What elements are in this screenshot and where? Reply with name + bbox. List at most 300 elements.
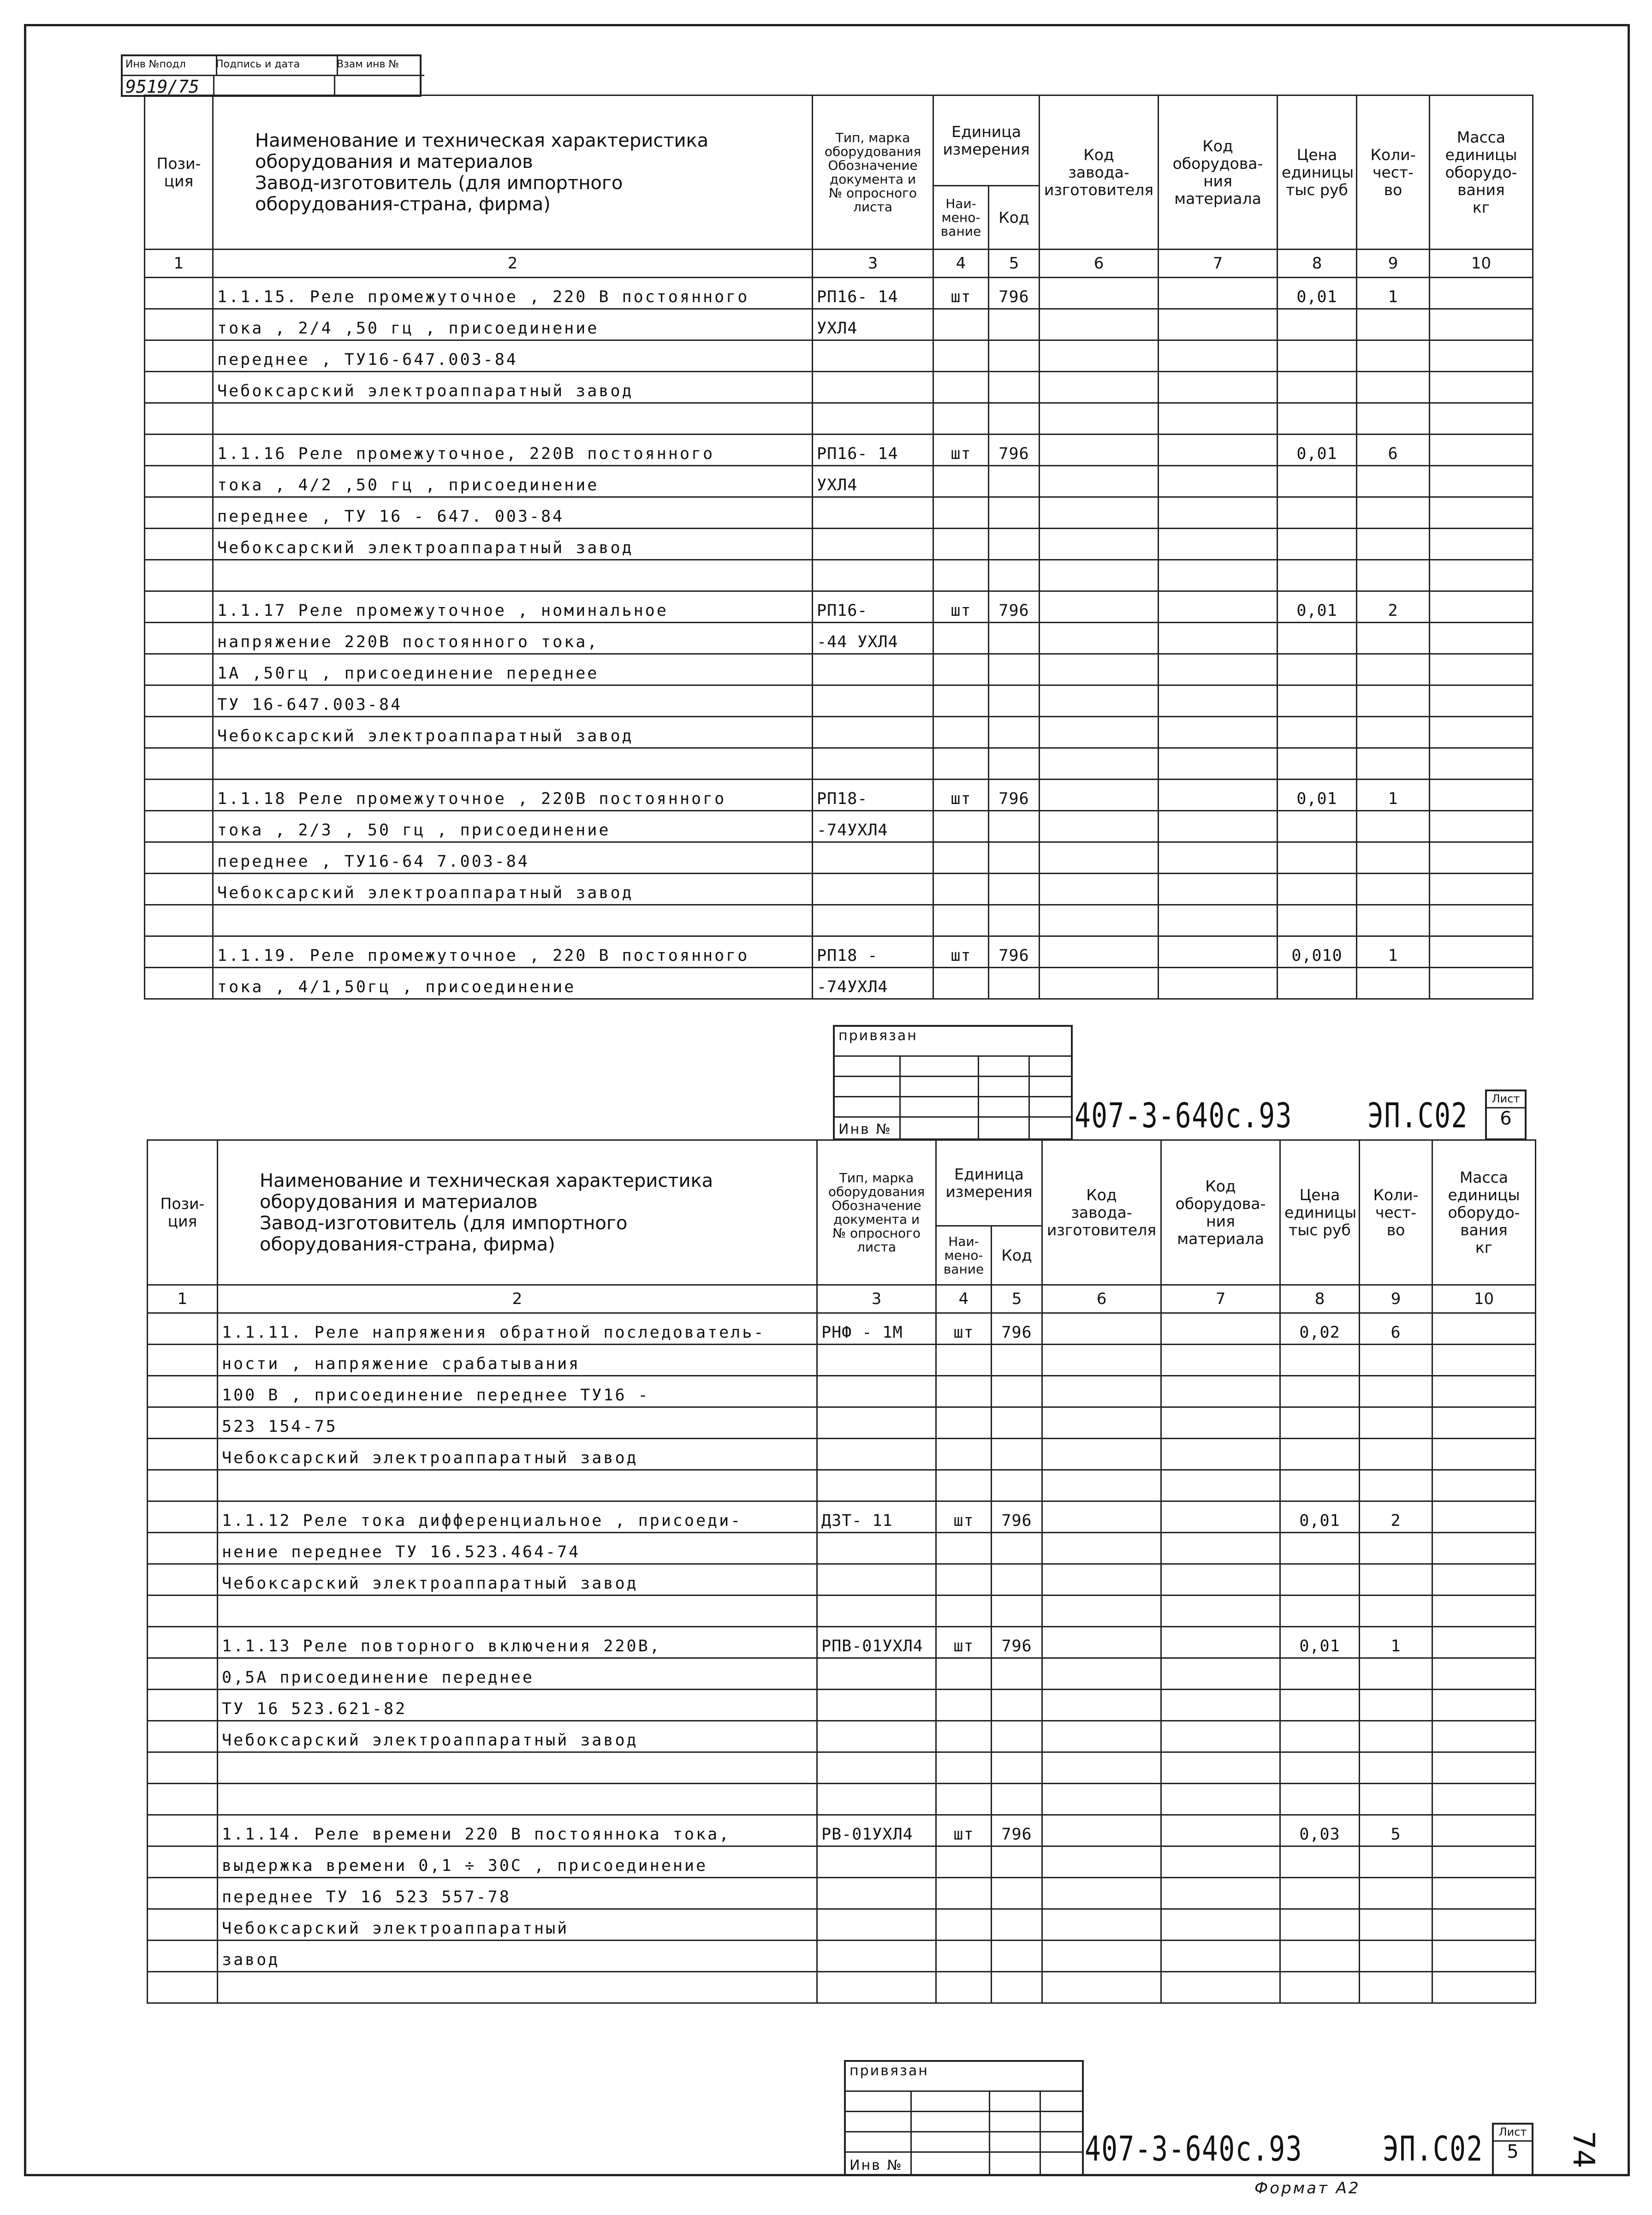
cell-unit (936, 1690, 992, 1721)
sheet-label: Лист (1494, 2125, 1532, 2142)
cell-qty (1357, 717, 1430, 748)
cell-qty (1360, 1376, 1432, 1407)
table-row (148, 1596, 1536, 1627)
cell-mass (1430, 435, 1533, 466)
cell-qty (1357, 403, 1430, 435)
cell-pos (145, 654, 213, 685)
cell-pos (145, 466, 213, 497)
cell-code (989, 874, 1040, 905)
cell-mass (1430, 309, 1533, 340)
cell-plant-code (1042, 1752, 1161, 1784)
table-row (145, 435, 1533, 466)
cell-plant-code (1040, 560, 1159, 591)
cell-code (989, 372, 1040, 403)
cell-price (1278, 529, 1357, 560)
cell-code (992, 1596, 1042, 1627)
cell-plant-code (1040, 529, 1159, 560)
col-num: 10 (1430, 250, 1533, 278)
cell-price (1280, 1846, 1360, 1878)
cell-mass (1430, 372, 1533, 403)
table-row (145, 874, 1533, 905)
cell-type (813, 372, 933, 403)
hdr-plant-code: Код завода- изготовителя (1040, 95, 1159, 250)
cell-name: Чебоксарский электроаппаратный завод (218, 1564, 817, 1596)
cell-name: 1.1.13 Реле повторного включения 220В, (218, 1627, 817, 1658)
cell-unit: шт (933, 936, 989, 968)
cell-qty (1357, 529, 1430, 560)
cell-type (817, 1721, 936, 1752)
cell-unit (933, 685, 989, 717)
cell-equip-code (1159, 936, 1278, 968)
cell-code (989, 748, 1040, 780)
cell-equip-code (1159, 654, 1278, 685)
hdr-qty: Коли- чест- во (1360, 1140, 1432, 1285)
table-row (148, 1313, 1536, 1345)
table-row (145, 497, 1533, 529)
sheet-number-box (1492, 2123, 1533, 2176)
cell-code: 796 (992, 1627, 1042, 1658)
hdr-equip-code: Код оборудова- ния материала (1161, 1140, 1280, 1285)
sheet-code: ЭП.С02 (1383, 2129, 1483, 2169)
cell-type: ДЗТ- 11 (817, 1501, 936, 1533)
cell-unit (936, 1658, 992, 1690)
cell-plant-code (1040, 309, 1159, 340)
cell-qty (1360, 1470, 1432, 1501)
cell-unit: шт (936, 1313, 992, 1345)
cell-code (989, 403, 1040, 435)
cell-pos (148, 1658, 218, 1690)
cell-name: 1.1.15. Реле промежуточное , 220 В постоянного (213, 278, 813, 309)
hdr-type: Тип, марка оборудования Обозначение документа и № опросного листа (817, 1140, 936, 1285)
cell-plant-code (1040, 623, 1159, 654)
cell-code (989, 529, 1040, 560)
cell-qty (1357, 874, 1430, 905)
col-num: 2 (218, 1285, 817, 1313)
cell-code (989, 905, 1040, 936)
cell-qty (1357, 685, 1430, 717)
cell-code (992, 1909, 1042, 1941)
cell-plant-code (1042, 1470, 1161, 1501)
cell-unit (936, 1533, 992, 1564)
cell-code (992, 1533, 1042, 1564)
cell-code (989, 685, 1040, 717)
cell-equip-code (1159, 435, 1278, 466)
cell-type (817, 1345, 936, 1376)
cell-unit (933, 560, 989, 591)
cell-mass (1430, 685, 1533, 717)
cell-equip-code (1161, 1564, 1280, 1596)
cell-price (1280, 1690, 1360, 1721)
cell-price (1280, 1878, 1360, 1909)
cell-price (1280, 1784, 1360, 1815)
table-row (148, 1407, 1536, 1439)
cell-code (989, 309, 1040, 340)
cell-type (813, 403, 933, 435)
cell-qty: 1 (1360, 1627, 1432, 1658)
cell-qty (1360, 1407, 1432, 1439)
cell-price (1278, 403, 1357, 435)
cell-code: 796 (989, 435, 1040, 466)
cell-type (817, 1784, 936, 1815)
cell-name (218, 1596, 817, 1627)
cell-unit (936, 1376, 992, 1407)
cell-code (992, 1690, 1042, 1721)
col-num: 5 (992, 1285, 1042, 1313)
cell-mass (1432, 1846, 1536, 1878)
cell-pos (145, 529, 213, 560)
cell-unit (936, 1941, 992, 1972)
cell-code (989, 560, 1040, 591)
cell-pos (145, 874, 213, 905)
cell-equip-code (1161, 1407, 1280, 1439)
cell-qty: 1 (1357, 936, 1430, 968)
cell-pos (148, 1972, 218, 2003)
cell-equip-code (1159, 623, 1278, 654)
cell-type (813, 497, 933, 529)
cell-code (989, 654, 1040, 685)
sheet-number: 5 (1507, 2141, 1519, 2162)
cell-plant-code (1042, 1313, 1161, 1345)
cell-type: РП16- (813, 591, 933, 623)
hdr-unit: Единица измерения (933, 95, 1040, 186)
cell-name (213, 560, 813, 591)
cell-equip-code (1161, 1941, 1280, 1972)
cell-code (992, 1846, 1042, 1878)
cell-name: 1.1.19. Реле промежуточное , 220 В постоянного (213, 936, 813, 968)
cell-name: Чебоксарский электроаппаратный завод (213, 717, 813, 748)
cell-type (813, 685, 933, 717)
page-number: 74 (1566, 2131, 1600, 2168)
hdr-unit-name: Наи- мено- вание (936, 1226, 992, 1285)
upper-bound-box (833, 1025, 1073, 1140)
cell-unit (936, 1878, 992, 1909)
cell-mass (1432, 1470, 1536, 1501)
table-row (145, 936, 1533, 968)
cell-type (813, 748, 933, 780)
cell-mass (1430, 497, 1533, 529)
cell-equip-code (1161, 1627, 1280, 1658)
cell-unit (933, 529, 989, 560)
cell-unit (933, 717, 989, 748)
cell-equip-code (1161, 1784, 1280, 1815)
cell-mass (1432, 1501, 1536, 1533)
cell-pos (148, 1564, 218, 1596)
cell-unit: шт (936, 1501, 992, 1533)
cell-type (817, 1533, 936, 1564)
cell-plant-code (1042, 1564, 1161, 1596)
cell-type (813, 717, 933, 748)
cell-unit (936, 1972, 992, 2003)
cell-plant-code (1040, 654, 1159, 685)
col-num: 8 (1278, 250, 1357, 278)
cell-code (989, 717, 1040, 748)
cell-price (1280, 1752, 1360, 1784)
cell-name: 1.1.18 Реле промежуточное , 220В постоянного (213, 780, 813, 811)
cell-plant-code (1040, 497, 1159, 529)
cell-equip-code (1161, 1596, 1280, 1627)
cell-mass (1432, 1909, 1536, 1941)
col-num: 4 (936, 1285, 992, 1313)
cell-code (989, 811, 1040, 842)
table-row (145, 591, 1533, 623)
cell-equip-code (1161, 1846, 1280, 1878)
cell-mass (1430, 717, 1533, 748)
cell-mass (1432, 1439, 1536, 1470)
cell-qty (1360, 1784, 1432, 1815)
cell-price (1278, 654, 1357, 685)
cell-unit (936, 1439, 992, 1470)
cell-equip-code (1161, 1345, 1280, 1376)
doc-code: 407-3-640с.93 (1075, 1096, 1293, 1136)
table-row (145, 748, 1533, 780)
cell-plant-code (1040, 905, 1159, 936)
cell-unit (936, 1596, 992, 1627)
cell-pos (145, 936, 213, 968)
hdr-type: Тип, марка оборудования Обозначение документа и № опросного листа (813, 95, 933, 250)
cell-price (1278, 466, 1357, 497)
cell-type (817, 1596, 936, 1627)
cell-pos (148, 1407, 218, 1439)
cell-mass (1432, 1596, 1536, 1627)
format-label: Формат А2 (1254, 2179, 1361, 2197)
cell-mass (1430, 340, 1533, 372)
cell-equip-code (1159, 497, 1278, 529)
cell-qty (1357, 309, 1430, 340)
cell-code (989, 340, 1040, 372)
cell-qty (1357, 842, 1430, 874)
cell-equip-code (1159, 748, 1278, 780)
cell-name: тока , 4/2 ,50 гц , присоединение (213, 466, 813, 497)
cell-unit: шт (936, 1815, 992, 1846)
cell-pos (148, 1846, 218, 1878)
cell-mass (1430, 936, 1533, 968)
cell-pos (148, 1596, 218, 1627)
hdr-qty: Коли- чест- во (1357, 95, 1430, 250)
cell-type (817, 1941, 936, 1972)
cell-name: Чебоксарский электроаппаратный (218, 1909, 817, 1941)
cell-type (817, 1752, 936, 1784)
cell-equip-code (1161, 1439, 1280, 1470)
cell-plant-code (1040, 811, 1159, 842)
cell-type (813, 874, 933, 905)
cell-mass (1432, 1941, 1536, 1972)
cell-equip-code (1161, 1752, 1280, 1784)
hdr-unit: Единица измерения (936, 1140, 1042, 1226)
cell-code: 796 (989, 936, 1040, 968)
cell-price (1280, 1376, 1360, 1407)
cell-code (989, 968, 1040, 999)
sign-label: Подпись и дата (213, 56, 338, 76)
cell-pos (145, 340, 213, 372)
table-row (148, 1972, 1536, 2003)
cell-equip-code (1159, 403, 1278, 435)
cell-name: 1А ,50гц , присоединение переднее (213, 654, 813, 685)
cell-pos (145, 842, 213, 874)
table-row (145, 968, 1533, 999)
cell-pos (148, 1345, 218, 1376)
cell-mass (1432, 1345, 1536, 1376)
cell-pos (145, 717, 213, 748)
inv-value: 9519/75 (125, 77, 200, 97)
cell-price: 0,01 (1278, 435, 1357, 466)
table-row (148, 1439, 1536, 1470)
inv-label: Инв № (850, 2157, 903, 2173)
cell-qty (1360, 1345, 1432, 1376)
cell-type (817, 1878, 936, 1909)
cell-price: 0,01 (1280, 1627, 1360, 1658)
col-num: 1 (148, 1285, 218, 1313)
cell-name: переднее , ТУ16-647.003-84 (213, 340, 813, 372)
table-row (148, 1909, 1536, 1941)
cell-type: -74УХЛ4 (813, 968, 933, 999)
cell-plant-code (1040, 780, 1159, 811)
cell-name: тока , 2/3 , 50 гц , присоединение (213, 811, 813, 842)
cell-pos (148, 1690, 218, 1721)
cell-plant-code (1042, 1376, 1161, 1407)
cell-name: Чебоксарский электроаппаратный завод (218, 1439, 817, 1470)
cell-pos (148, 1439, 218, 1470)
hdr-pos: Пози- ция (145, 95, 213, 250)
cell-unit (933, 372, 989, 403)
cell-qty (1357, 968, 1430, 999)
bound-label: привязан (838, 1028, 918, 1044)
table-row (145, 278, 1533, 309)
cell-equip-code (1161, 1721, 1280, 1752)
cell-unit (933, 905, 989, 936)
cell-price (1278, 811, 1357, 842)
hdr-unit-code: Код (992, 1226, 1042, 1285)
cell-name: тока , 2/4 ,50 гц , присоединение (213, 309, 813, 340)
table-row (148, 1941, 1536, 1972)
cell-qty: 1 (1357, 278, 1430, 309)
cell-name: ТУ 16 523.621-82 (218, 1690, 817, 1721)
cell-code (989, 842, 1040, 874)
cell-unit (933, 623, 989, 654)
table-row (148, 1501, 1536, 1533)
table-row (148, 1345, 1536, 1376)
cell-plant-code (1040, 717, 1159, 748)
cell-code (992, 1721, 1042, 1752)
hdr-price: Цена единицы тыс руб (1278, 95, 1357, 250)
cell-qty (1357, 560, 1430, 591)
cell-mass (1430, 842, 1533, 874)
table-row (145, 905, 1533, 936)
cell-price: 0,03 (1280, 1815, 1360, 1846)
cell-qty (1360, 1439, 1432, 1470)
cell-plant-code (1042, 1439, 1161, 1470)
col-num: 7 (1159, 250, 1278, 278)
cell-code (992, 1784, 1042, 1815)
cell-pos (145, 560, 213, 591)
cell-name (213, 403, 813, 435)
cell-qty (1357, 466, 1430, 497)
cell-unit (933, 340, 989, 372)
cell-plant-code (1040, 685, 1159, 717)
cell-code (992, 1439, 1042, 1470)
table-row (145, 685, 1533, 717)
cell-plant-code (1040, 968, 1159, 999)
cell-mass (1430, 623, 1533, 654)
cell-name: нение переднее ТУ 16.523.464-74 (218, 1533, 817, 1564)
cell-mass (1430, 466, 1533, 497)
cell-code (992, 1376, 1042, 1407)
cell-unit (933, 842, 989, 874)
cell-qty: 2 (1360, 1501, 1432, 1533)
cell-equip-code (1161, 1470, 1280, 1501)
cell-type (813, 654, 933, 685)
cell-unit (936, 1470, 992, 1501)
col-num: 8 (1280, 1285, 1360, 1313)
table-row (145, 560, 1533, 591)
cell-equip-code (1159, 340, 1278, 372)
cell-pos (148, 1909, 218, 1941)
cell-plant-code (1040, 936, 1159, 968)
cell-unit (933, 811, 989, 842)
cell-equip-code (1159, 309, 1278, 340)
cell-qty: 1 (1357, 780, 1430, 811)
cell-pos (148, 1784, 218, 1815)
cell-type (813, 560, 933, 591)
cell-type (817, 1407, 936, 1439)
cell-price (1280, 1470, 1360, 1501)
cell-price: 0,010 (1278, 936, 1357, 968)
cell-price (1278, 497, 1357, 529)
table-row (145, 842, 1533, 874)
cell-pos (145, 309, 213, 340)
col-num: 5 (989, 250, 1040, 278)
cell-unit (936, 1909, 992, 1941)
col-num: 3 (817, 1285, 936, 1313)
col-num: 6 (1042, 1285, 1161, 1313)
sheet-code: ЭП.С02 (1367, 1096, 1468, 1136)
cell-equip-code (1161, 1533, 1280, 1564)
cell-mass (1430, 968, 1533, 999)
cell-equip-code (1159, 968, 1278, 999)
cell-type: -44 УХЛ4 (813, 623, 933, 654)
cell-plant-code (1042, 1721, 1161, 1752)
cell-price (1278, 340, 1357, 372)
cell-code: 796 (992, 1501, 1042, 1533)
cell-price (1278, 372, 1357, 403)
cell-qty (1360, 1878, 1432, 1909)
cell-pos (145, 623, 213, 654)
col-num: 7 (1161, 1285, 1280, 1313)
cell-plant-code (1042, 1846, 1161, 1878)
cell-price (1280, 1972, 1360, 2003)
cell-price (1278, 309, 1357, 340)
cell-plant-code (1042, 1501, 1161, 1533)
cell-qty (1360, 1941, 1432, 1972)
cell-mass (1430, 529, 1533, 560)
cell-unit (933, 748, 989, 780)
cell-mass (1430, 874, 1533, 905)
cell-plant-code (1040, 842, 1159, 874)
cell-qty (1360, 1972, 1432, 2003)
cell-type (817, 1846, 936, 1878)
cell-equip-code (1159, 842, 1278, 874)
cell-code (992, 1407, 1042, 1439)
cell-pos (145, 780, 213, 811)
cell-pos (145, 278, 213, 309)
cell-code (992, 1658, 1042, 1690)
cell-unit (933, 403, 989, 435)
table-row (145, 372, 1533, 403)
cell-name: ТУ 16-647.003-84 (213, 685, 813, 717)
cell-mass (1432, 1752, 1536, 1784)
cell-plant-code (1042, 1878, 1161, 1909)
cell-price: 0,02 (1280, 1313, 1360, 1345)
cell-name: переднее , ТУ 16 - 647. 003-84 (213, 497, 813, 529)
